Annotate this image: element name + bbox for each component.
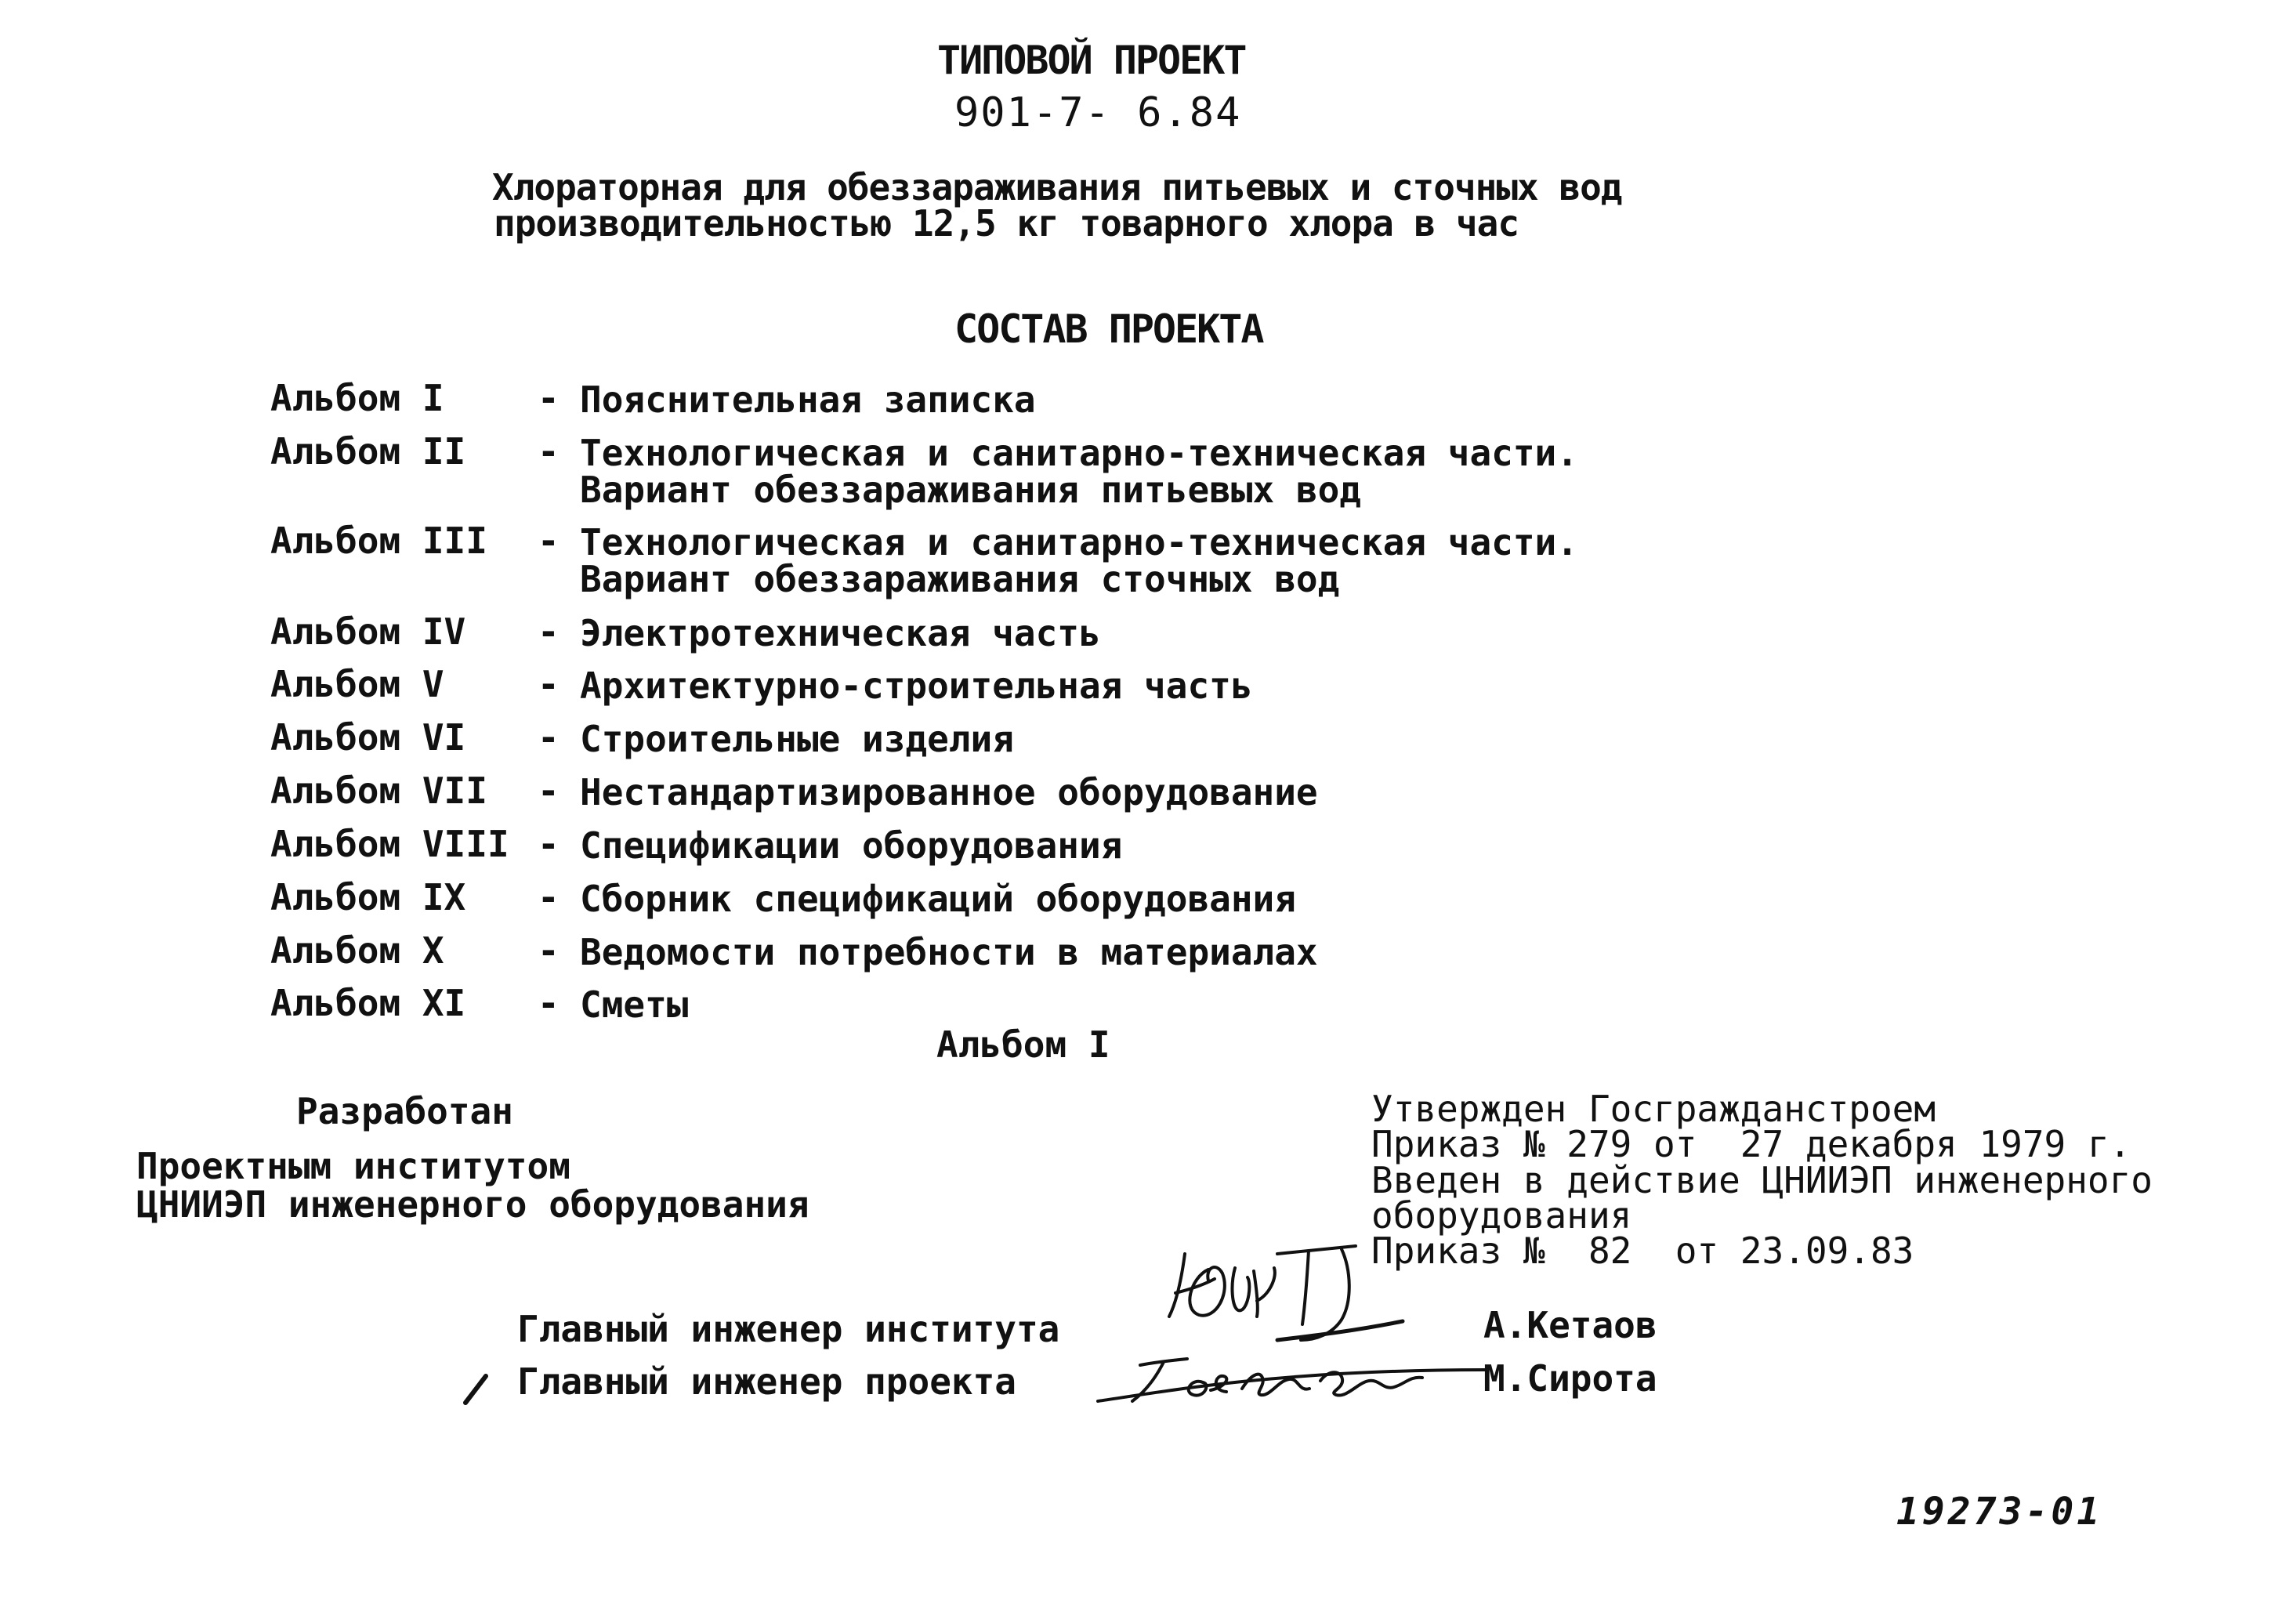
album-dash: - (538, 520, 560, 562)
signature-project-icon (1093, 1346, 1493, 1417)
approval-line5: Приказ № 82 от 23.09.83 (1371, 1230, 1914, 1272)
album-label: Альбом II (270, 430, 466, 473)
album-label: Альбом VII (270, 770, 487, 812)
album-description: Спецификации оборудования (580, 824, 1123, 867)
document-title: ТИПОВОЙ ПРОЕКТ (937, 38, 1246, 83)
album-label: Альбом VI (270, 716, 466, 759)
signature-institute-icon (1160, 1222, 1418, 1356)
current-album-label: Альбом I (936, 1023, 1110, 1066)
album-description: Ведомости потребности в материалах (580, 931, 1318, 973)
album-dash: - (538, 823, 560, 865)
project-code: 901-7- 6.84 (954, 89, 1242, 136)
chief-engineer-project-title: Главный инженер проекта (517, 1360, 1016, 1403)
album-description: Сметы (580, 983, 689, 1026)
album-description: Строительные изделия (580, 718, 1014, 760)
project-subtitle-line1: Хлораторная для обеззараживания питьевых и сточных вод (492, 166, 1622, 208)
chief-engineer-institute-title: Главный инженер института (517, 1308, 1060, 1350)
album-description: Технологическая и санитарно-техническая части. (580, 432, 1578, 474)
album-label: Альбом IV (270, 610, 466, 653)
album-dash: - (538, 377, 560, 419)
album-description-line2: Вариант обеззараживания сточных вод (580, 558, 1340, 600)
album-dash: - (538, 610, 560, 653)
album-label: Альбом V (270, 663, 444, 705)
album-label: Альбом III (270, 520, 487, 562)
album-dash: - (538, 430, 560, 473)
approval-line2: Приказ № 279 от 27 декабря 1979 г. (1371, 1123, 2131, 1165)
album-dash: - (538, 982, 560, 1024)
chief-engineer-project-name: М.Сирота (1483, 1357, 1657, 1400)
developer-line1: Проектным институтом (136, 1145, 570, 1187)
composition-heading: СОСТАВ ПРОЕКТА (954, 306, 1263, 352)
serial-number: 19273-01 (1896, 1490, 2103, 1534)
album-description: Нестандартизированное оборудование (580, 771, 1318, 813)
album-label: Альбом I (270, 377, 444, 419)
approval-line3: Введен в действие ЦНИИЭП инженерного (1371, 1159, 2153, 1201)
album-dash: - (538, 663, 560, 705)
album-description-line2: Вариант обеззараживания питьевых вод (580, 469, 1361, 511)
album-description: Электротехническая часть (580, 612, 1101, 654)
album-label: Альбом VIII (270, 823, 509, 865)
approval-line1: Утвержден Госгражданстроем (1371, 1088, 1936, 1130)
album-dash: - (538, 876, 560, 918)
album-description: Пояснительная записка (580, 379, 1036, 421)
album-label: Альбом X (270, 929, 444, 972)
album-dash: - (538, 770, 560, 812)
album-description: Технологическая и санитарно-техническая части. (580, 521, 1578, 563)
developer-line2: ЦНИИЭП инженерного оборудования (136, 1183, 809, 1226)
developer-label: Разработан (296, 1090, 513, 1132)
chief-engineer-institute-name: А.Кетаов (1483, 1304, 1657, 1346)
album-label: Альбом XI (270, 982, 466, 1024)
album-label: Альбом IX (270, 876, 466, 918)
album-description: Архитектурно-строительная часть (580, 665, 1253, 707)
project-subtitle-line2: производительностью 12,5 кг товарного хлора в час (494, 202, 1519, 244)
album-description: Сборник спецификаций оборудования (580, 878, 1296, 920)
approval-line4: оборудования (1371, 1194, 1632, 1237)
tick-mark-icon (462, 1370, 494, 1406)
album-dash: - (538, 716, 560, 759)
album-dash: - (538, 929, 560, 972)
